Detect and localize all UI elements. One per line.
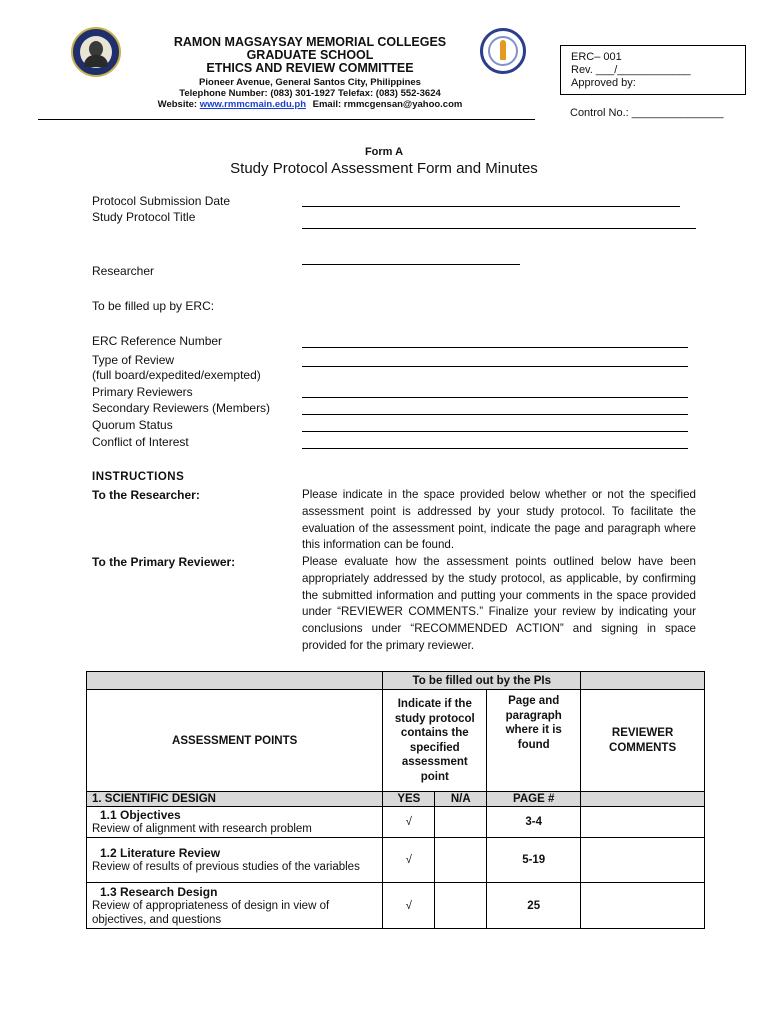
na-checkbox-cell[interactable] [435,838,487,883]
erc-reference-label: ERC Reference Number [92,334,223,348]
form-title: Study Protocol Assessment Form and Minutes [230,160,538,177]
form-label: Form A [364,146,404,158]
erc-note: To be filled up by ERC: [92,299,215,313]
instructions-heading: INSTRUCTIONS [92,471,185,483]
table-header-row-2 [87,690,705,792]
table-row [87,838,705,883]
assessment-point-cell [87,838,383,883]
blank-header-cell [87,672,383,690]
email: rmmcgensan@yahoo.com [343,99,463,110]
control-number: Control No.: _______________ [570,107,724,119]
header-divider [38,119,535,120]
revision: Rev. ___/____________ [571,64,691,76]
row-title: 1.1 Objectives [100,808,181,822]
protocol-title-line[interactable] [302,228,696,229]
primary-reviewers-line[interactable] [302,397,688,398]
school-name: GRADUATE SCHOOL [246,48,374,62]
indicate-header: Indicate if the study protocol contains the specified assessment point [383,690,487,792]
letterhead [140,36,480,110]
yes-header: YES [383,792,435,807]
document-code-box [560,45,746,95]
pi-header: To be filled out by the PIs [383,672,581,690]
row-title: 1.3 Research Design [100,884,218,899]
committee-name: ETHICS AND REVIEW COMMITTEE [206,61,414,75]
researcher-label: Researcher [92,264,155,278]
address: Pioneer Avenue, General Santos City, Philippines [199,77,421,88]
assessment-point-cell [87,883,383,929]
secondary-reviewers-label: Secondary Reviewers (Members) [92,401,271,415]
page-cell[interactable]: 5-19 [487,838,581,883]
table-row [87,807,705,838]
institution-name: RAMON MAGSAYSAY MEMORIAL COLLEGES [173,35,447,49]
page-paragraph-header: Page and paragraph where it is found [487,690,581,792]
reviewer-instruction-label: To the Primary Reviewer: [92,555,236,569]
comment-cell[interactable] [581,807,705,838]
submission-date-line[interactable] [302,206,680,207]
blank-cell [581,792,705,807]
yes-checkbox-cell[interactable]: √ [383,807,435,838]
page-number-header: PAGE # [487,792,581,807]
na-header: N/A [435,792,487,807]
comment-cell[interactable] [581,883,705,929]
section-title: 1. SCIENTIFIC DESIGN [87,792,383,807]
approved-by: Approved by: [571,77,636,89]
table-header-row-1 [87,672,705,690]
email-label: Email: [312,99,342,110]
website-link[interactable]: www.rmmcmain.edu.ph [199,99,306,110]
protocol-title-label: Study Protocol Title [92,210,196,224]
table-row [87,883,705,929]
phone: Telephone Number: (083) 301-1927 Telefax: (083) 552-3624 [179,88,441,99]
researcher-instruction-label: To the Researcher: [92,488,200,502]
na-checkbox-cell[interactable] [435,807,487,838]
conflict-label: Conflict of Interest [92,435,189,449]
reviewer-comments-header: REVIEWER COMMENTS [581,690,705,792]
primary-reviewers-label: Primary Reviewers [92,385,193,399]
document-code: ERC– 001 [571,51,622,63]
committee-logo [480,28,526,74]
website-label: Website: [157,99,198,110]
reviewer-instruction-text: Please evaluate how the assessment points outlined below have been appropriately addressed by the study protocol, as applicable, by confirming the submitted information and putting your comments in the space provided under “REVIEWER COMMENTS.” Finalize your review by indicating your conclusions under “RECOMMENDED ACTION” and signing in space provided for the primary reviewer. [302,555,696,652]
assessment-point-cell [87,807,383,838]
page-cell[interactable]: 3-4 [487,807,581,838]
section-row [87,792,705,807]
row-description: Review of results of previous studies of the variables [92,861,360,873]
review-type-label: Type of Review [92,353,175,367]
assessment-points-header: ASSESSMENT POINTS [87,690,383,792]
submission-date-label: Protocol Submission Date [92,194,231,208]
review-type-sub: (full board/expedited/exempted) [92,368,261,382]
secondary-reviewers-line[interactable] [302,414,688,415]
blank-header-cell [581,672,705,690]
row-description: Review of alignment with research problem [92,823,312,835]
yes-checkbox-cell[interactable]: √ [383,838,435,883]
page-cell[interactable]: 25 [487,883,581,929]
assessment-table [86,671,705,929]
row-title: 1.2 Literature Review [100,846,221,860]
contact-line [140,99,480,110]
quorum-line[interactable] [302,431,688,432]
erc-reference-line[interactable] [302,347,688,348]
quorum-label: Quorum Status [92,418,173,432]
college-seal-logo [71,27,121,77]
row-description: Review of appropriateness of design in view of objectives, and questions [92,899,330,926]
na-checkbox-cell[interactable] [435,883,487,929]
review-type-line[interactable] [302,366,688,367]
comment-cell[interactable] [581,838,705,883]
researcher-line[interactable] [302,264,520,265]
conflict-line[interactable] [302,448,688,449]
yes-checkbox-cell[interactable]: √ [383,883,435,929]
researcher-instruction-text: Please indicate in the space provided below whether or not the specified assessment point is addressed by your study protocol. To facilitate the evaluation of the assessment point, indicate the page and paragraph where this information can be found. [302,488,696,552]
